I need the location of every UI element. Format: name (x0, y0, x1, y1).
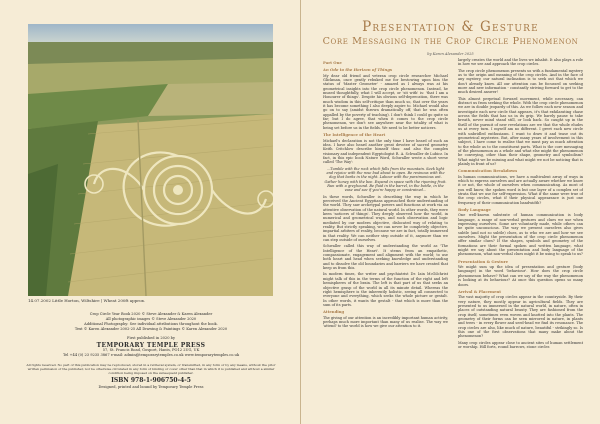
section-heading: An Ode to the Horizon of Things (323, 67, 392, 73)
section-heading: The Intelligence of the Heart (323, 132, 386, 138)
verse: ...Tumble with the rock which falls from the mountain. Seek light and rejoice with the rose bud about to open. Be resinous with the dog that barks in the night. Labour with the parsimonious ant. Gather honey with the bee. Expand in space with the ripening fruit. Run with a greyhound. Be fluid in the barrel, in the bottle, in the vase and see if you're happy or constrained... (324, 166, 447, 193)
article-subtitle: Core Messaging in the Crop Circle Phenomenon (322, 36, 579, 47)
right-page (301, 0, 600, 424)
paragraph: One well-known substrate of human communication is body language, a range of non-verbal gestures and clues we use when expressing ourselves. Some are voluntarily made, while others can be quite unconscious. The way we present ourselves also gives subtle (and not so subtle) clues, as to who we are and how we see ourselves. Might the presentation of the crop circle phenomenon offer similar clues? If the shapes, symbols and geometry of the formations are their formal spoken and written language, what might we say about the presentation and body language of the phenomenon, what non-verbal clues might it be using to speak to us? (458, 213, 583, 257)
photo-caption: 14.07.2002 Little Horton, Wiltshire | Wheat 200ft approx. (28, 298, 146, 303)
copyright-block (24, 312, 278, 390)
isbn: ISBN 978-1-906750-4-5 (111, 377, 191, 385)
crop-circle-aerial-photo (28, 24, 273, 296)
section-heading: Communication Breakdown (458, 168, 518, 174)
section-heading: Attending (323, 309, 345, 315)
paragraph: We might sum up the idea of presentation and gesture (body language) in the word 'behaviour'. How does the crop circle phenomenon behave? What can we say of the way the phenomenon is looking at its behaviour? At once this question opens so many doors. (458, 265, 583, 287)
section-heading: Arrival & Placement (458, 288, 502, 294)
section-heading: Part One (323, 60, 342, 65)
paragraph: The vast majority of crop circles appear in the countryside. By their very nature, they mostly appear in agricultural fields. They are presented to us immersed in the natural world, in nature, often in places of outstanding natural beauty. They are fashioned from the crop itself, sometimes even woven and knotted into the plants. The geometry of their forms can be seen mirrored in nature, in plants and trees - in every flower and seed-head we find its resonance. The crop circles are also, like much of nature, beautiful - strikingly so. Is this one of the first observations that many make about the phenomenon? (458, 295, 583, 339)
paragraph: In human communications, we have a multivalent array of ways in which to express ourselves and are actually aware whether we know it or not, the whole of ourselves when communicating. As most of you will know, the spoken word is but one layer of a complex set of strata that we use for self-expression. What if the same were true of the crop circles, what if their physical appearance is just one frequency of their communication bandwidth? (458, 174, 583, 205)
credit-line: Crop Circle Year Book 2020 © Steve Alexander & Karen Alexander (89, 312, 213, 316)
paragraph: My dear old friend and veteran crop circle researcher Michael Glickman, once gently rebuked me for bestowing upon him the status of 'Master Geometer' - amazed as I always was at his geometrical insights into the crop circle phenomenon. Instead, he mused thoughtfully, what I will accept, or 'sit with' is: 'that I am a Honourer of things'. Despite his obvious self-deprecation, there was much wisdom in this self-critique than much so, that over the years it has become something I also deeply aspire to. Michael would also go on to say (amidst thrown dramatically off, that he was often appalled by the poverty of teaching). I don't think I could go quite so far; but I do agree, that when it comes to the crop circle phenomenon, we don't see anywhere near the totality of what is being set before us in the fields. We need to be better noticers. (323, 73, 448, 130)
paragraph: largely creates the world and the lives we inhabit. It also plays a role in how we see and approach the crop circles. (458, 58, 583, 67)
publisher-address: 57, St. Francis Road, Gosport, Hants, PO12 2UG, UK (102, 348, 200, 352)
article-byline: by Karen Alexander 2025 (427, 52, 474, 56)
column-right (458, 58, 583, 418)
credit-line: All photographic images © Steve Alexander 2020 (105, 317, 197, 321)
designed-by: Designed, printed and bound by Temporary Temple Press (98, 385, 204, 390)
publisher-contact: Tel +44 (0) 23 9235 3867 e-mail: admin@temporarytemples.co.uk www.temporarytemples.co.uk (62, 353, 239, 357)
credit-line: Text © Karen Alexander 2002-25 All Drawing & Paintings © Karen Alexander 2020 (74, 327, 228, 331)
paragraph: Michael's declaration is not the only time I have heard of such an idea. I have also heard another great devotee of sacred geometry Keith Critchlow describe himself thus: and also the complex visionary and independent Egyptologist R. A. Schwaller de Lubicz. In fact, in this epic book Nature Word, Schwaller wrote a short verse called 'The Way': (323, 138, 448, 165)
publisher-name: TEMPORARY TEMPLE PRESS (96, 342, 206, 349)
paragraph: The crop circle phenomenon presents us with a fundamental mystery as to the origin and meaning of the crop circles. And in the face of any mystery, our natural inclination is to seek out that which we don't already know. All our attention can be focussed on seeking more and new information - constantly striving forward to get to the much desired answer! (458, 68, 583, 95)
section-heading: Presentation & Gesture (458, 258, 509, 264)
paragraph: In modern times, the writer and psychiatrist Dr. Iain McGilchrist might talk of this in the terms of the function of the right and left hemispheres of the brain. The left is that part of us that seeks an objective grasp of the world in all its minute detail. Whereas the right hemisphere is the inherently holistic, seeing all connected to everyone and everything, which seeks the whole picture or gestalt. In other words, it wants the gestalt - that which is more than the sum of its parts. (323, 272, 448, 307)
article-columns (323, 58, 583, 418)
legal-notice: All rights reserved. No part of this publication may be reproduced, stored in a retrieval system, or transmitted, in any form or by any means, without the prior written permission of the publisher, nor be otherwise circulated in any form of binding or cover other than that in which it is published and without a similar condition being imposed on the subsequent publisher. (26, 363, 276, 376)
paragraph: Many crop circles appear close to ancient sites of human settlement or worship. Hill forts, round barrows, stone circles (458, 340, 583, 349)
section-heading: Body Language (458, 207, 491, 212)
article-title: Presentation & Gesture (362, 19, 539, 35)
column-left (323, 58, 448, 418)
paragraph: This almost perpetual forward movement, while necessary, can distract us from seeking the whole. With the crop circle phenomenon we are in double jeopardy of this. As we follow each new season and investigate each new circle that appears, it's that exhilarating chase across the fields that has us in its grip. We barely pause to take breath, never mind stand still, or look back. So caught up in the thrill of the pursuit of new revelations are we that the whole eludes us at every turn. I myself am no different. I greet each new circle with unbridled enthusiasm. I want to draw it and tease out its geometrical mysteries. But, after many years of involvement in this subject, I have come to realise that we must pay as much attention to the whole as to the constituent parts. What is the core messaging of the phenomenon as a whole and what else might the phenomenon be conveying, other than their shape, geometry and symbolism? What might we be missing and what might we not be noticing that is plainly in front of us? (458, 96, 583, 166)
paragraph: Schwaller called this way of understanding the world as 'The Intelligence of the Heart'. It stems from an empathetic, compassionate, engagement and alignment with the world; to use both heart and head when seeking knowledge and understanding and to dissolve the old boundaries and barriers we have created that keep us from this. (323, 244, 448, 271)
first-published: First published in 2020 by (127, 336, 175, 340)
credit-line: Additional Photography: See individual attributions throughout the book. (84, 322, 218, 326)
paragraph: The giving of our attention is an incredibly important human activity, perhaps much more important than many of us realise. The way we 'attend' to the world is how we give our attention to it. (323, 315, 448, 329)
paragraph: In these words, Schwaller is describing the way in which he perceived the Ancient Egyptians approached their understanding of the world. They saw archetypal powers and functions at work via an attentive observation of the natural world. In other words, they were keen 'noticers of things'. They deeply observed how the world, in numerical and geometrical ways, and such observation and logic mediated by our modern objective, dislocated way of relating to reality. But strictly speaking, we can never be completely objective, impartial arbiters of reality, because we are in fact, totally immersed in that reality. We can neither step outside of it, anymore than we can step outside of ourselves. (323, 194, 448, 243)
